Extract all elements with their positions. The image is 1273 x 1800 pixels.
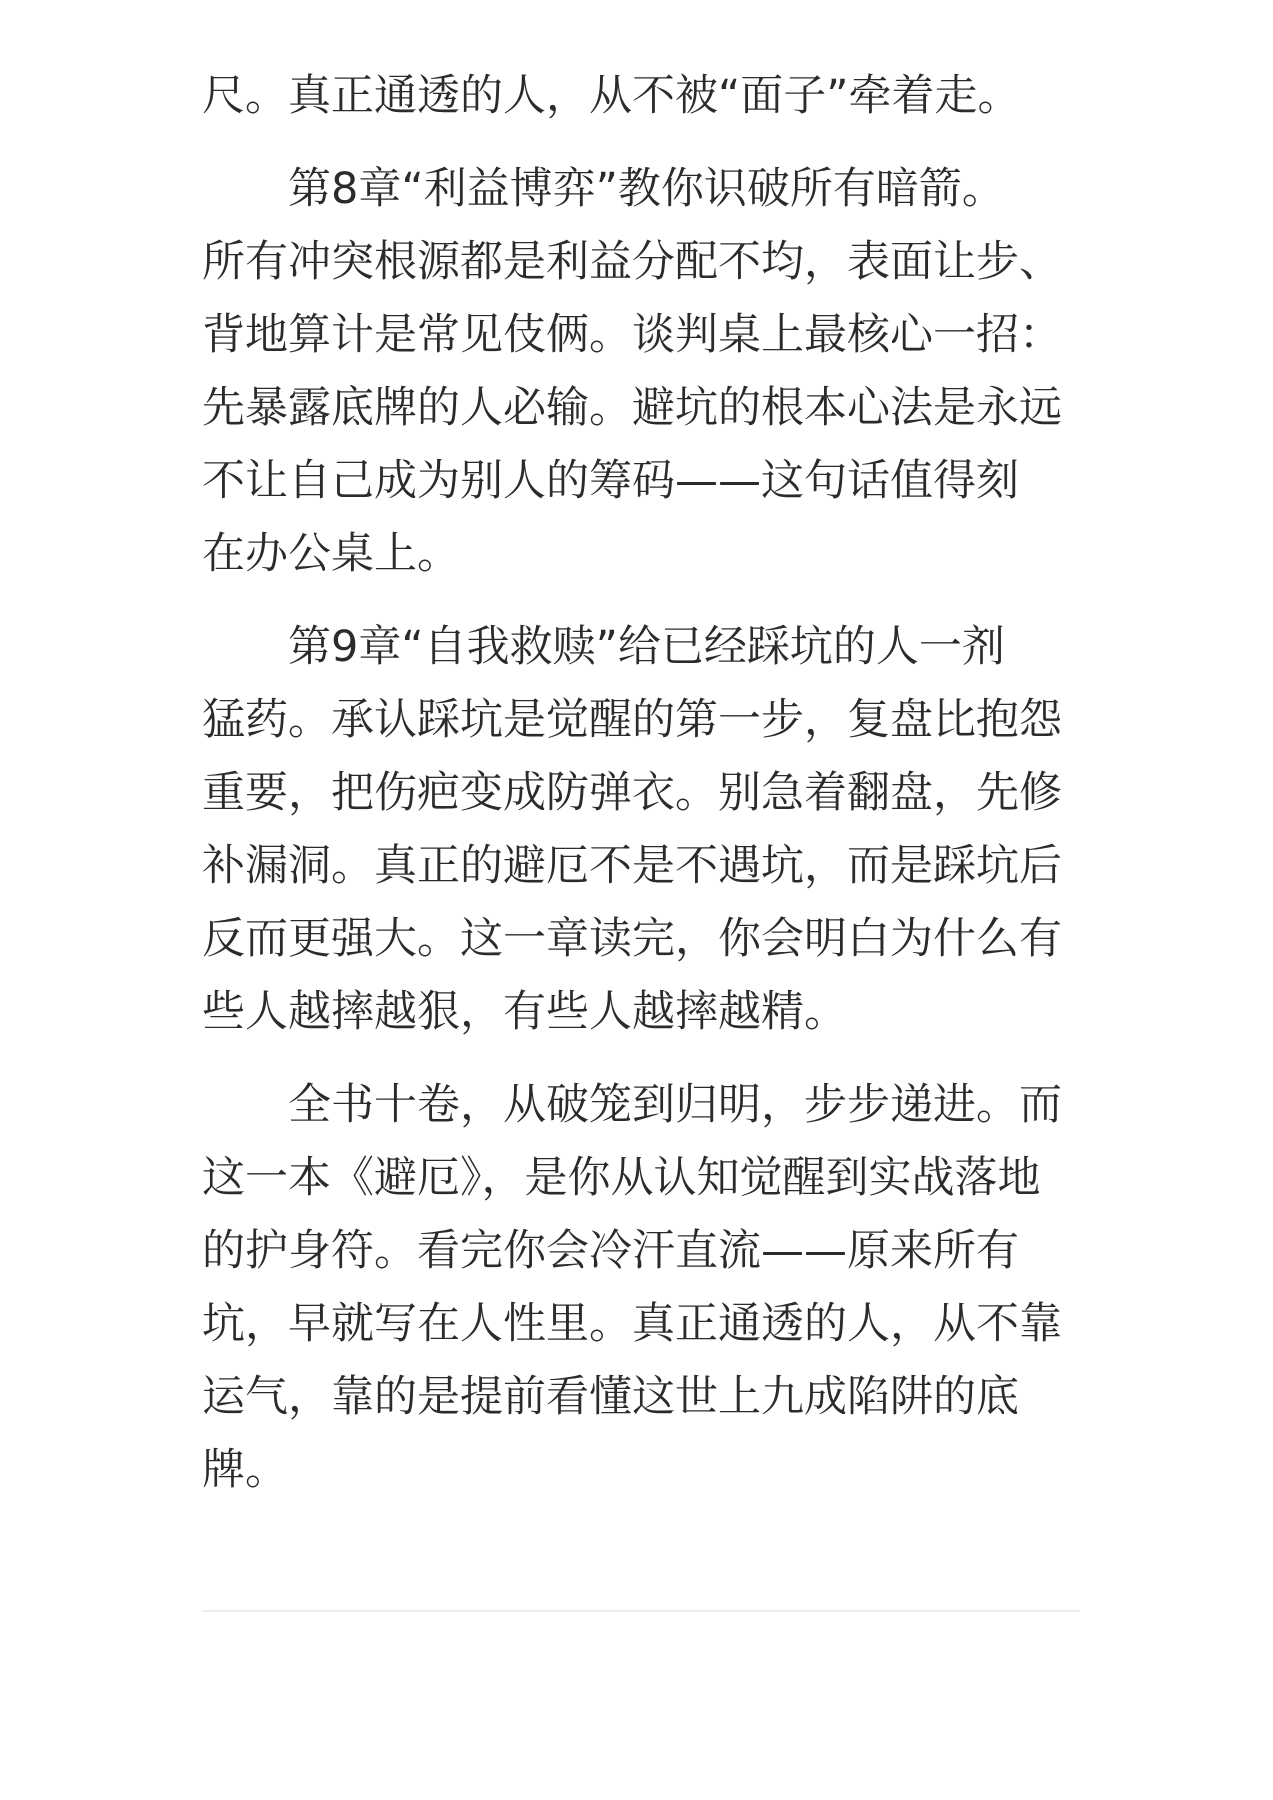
text-line: 些人越摔越狠，有些人越摔越精。 <box>202 987 847 1037</box>
text-line: 牌。 <box>202 1445 288 1495</box>
text-line: 不让自己成为别人的筹码——这句话值得刻 <box>202 456 1019 506</box>
paragraph-1 <box>202 60 1082 133</box>
text-line: 第9章“自我救赎”给已经踩坑的人一剂 <box>288 622 1005 672</box>
text-line: 先暴露底牌的人必输。避坑的根本心法是永远 <box>202 383 1062 433</box>
text-line: 这一本《避厄》，是你从认知觉醒到实战落地 <box>202 1153 1041 1203</box>
text-line: 所有冲突根源都是利益分配不均，表面让步、 <box>202 237 1062 287</box>
text-line: 运气，靠的是提前看懂这世上九成陷阱的底 <box>202 1372 1019 1422</box>
text-line: 坑，早就写在人性里。真正通透的人，从不靠 <box>202 1299 1062 1349</box>
text-line: 在办公桌上。 <box>202 529 460 579</box>
article-body <box>0 60 1273 1527</box>
paragraph-chapter-8 <box>202 153 1082 591</box>
text-line: 反而更强大。这一章读完，你会明白为什么有 <box>202 914 1062 964</box>
section-divider <box>202 1610 1080 1612</box>
paragraph-summary <box>202 1069 1082 1507</box>
text-line: 猛药。承认踩坑是觉醒的第一步，复盘比抱怨 <box>202 695 1062 745</box>
text-line: 第8章“利益博弈”教你识破所有暗箭。 <box>288 164 1005 214</box>
text-line: 背地算计是常见伎俩。谈判桌上最核心一招： <box>202 310 1062 360</box>
text-line: 尺。真正通透的人，从不被“面子”牵着走。 <box>202 71 1021 121</box>
text-line: 重要，把伤疤变成防弹衣。别急着翻盘，先修 <box>202 768 1062 818</box>
text-line: 的护身符。看完你会冷汗直流——原来所有 <box>202 1226 1019 1276</box>
text-line: 补漏洞。真正的避厄不是不遇坑，而是踩坑后 <box>202 841 1062 891</box>
text-line: 全书十卷，从破笼到归明，步步递进。而 <box>288 1080 1062 1130</box>
paragraph-chapter-9 <box>202 611 1082 1049</box>
